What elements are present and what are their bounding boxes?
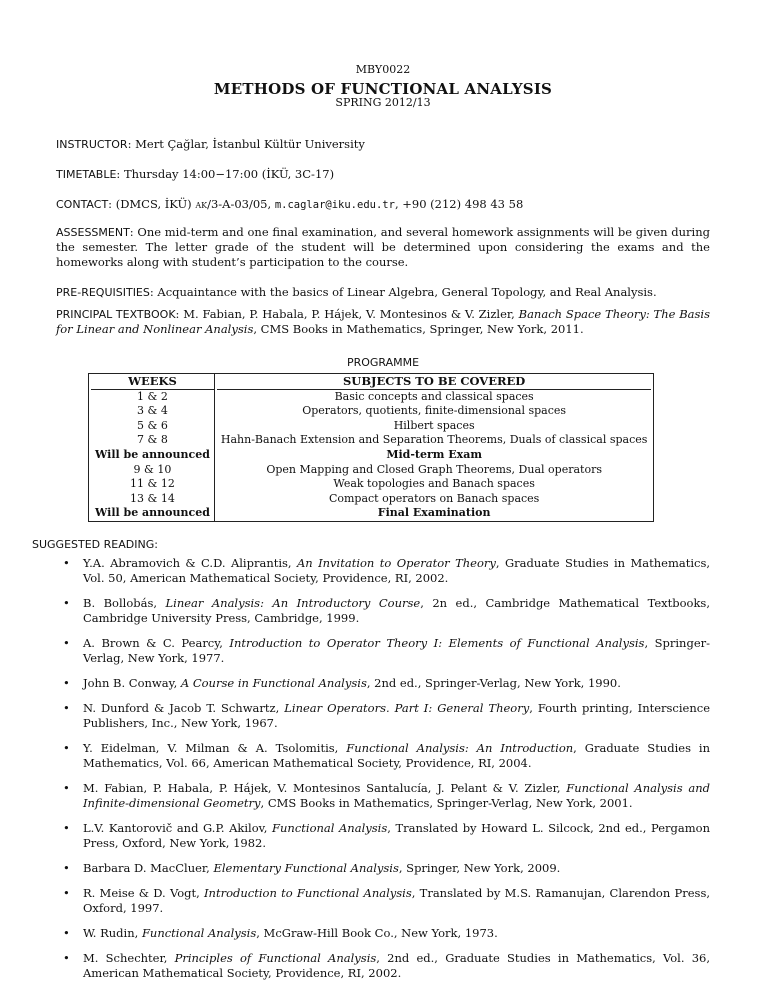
reference-details: , Graduate Studies in Mathematics, Vol. 50, American Mathematical Society, Providence, RI, 2002. xyxy=(83,556,711,585)
programme-subject-cell: Final Examination xyxy=(377,506,491,520)
programme-header-row xyxy=(91,374,651,390)
programme-body xyxy=(91,390,651,521)
reference-details: , Fourth printing, Interscience Publishers, Inc., New York, 1967. xyxy=(83,701,711,730)
reference-authors: M. Schechter, xyxy=(83,951,168,965)
reference-details: , CMS Books in Mathematics, Springer-Verlag, New York, 2001. xyxy=(260,796,633,810)
course-title: METHODS OF FUNCTIONAL ANALYSIS xyxy=(213,80,553,98)
instructor-label: INSTRUCTOR xyxy=(56,138,128,151)
programme-heading: PROGRAMME xyxy=(346,356,420,369)
reference-item xyxy=(56,886,710,916)
reference-authors: N. Dunford & Jacob T. Schwartz, xyxy=(83,701,280,715)
programme-weeks-cell: Will be announced xyxy=(91,506,215,521)
contact-label: CONTACT xyxy=(56,198,109,211)
programme-weeks-cell: 3 & 4 xyxy=(91,404,215,419)
reference-authors: W. Rudin, xyxy=(83,926,139,940)
textbook-title: Banach Space Theory: The Basis for Linear and Nonlinear Analysis xyxy=(56,307,711,336)
bullet-icon: • xyxy=(63,596,70,610)
reference-details: , Translated by Howard L. Silcock, 2nd ed., Pergamon Press, Oxford, New York, 1982. xyxy=(83,821,711,850)
timetable-label: TIMETABLE xyxy=(56,168,117,181)
contact-prefix: (DMCS, İKÜ) xyxy=(115,197,192,211)
reference-title: Functional Analysis xyxy=(272,821,388,835)
contact-ak: AK xyxy=(195,201,208,210)
prerequisites-label: PRE-REQUISITIES xyxy=(56,286,150,299)
course-term: SPRING 2012/13 xyxy=(335,96,431,109)
programme-weeks-cell: 9 & 10 xyxy=(91,463,215,478)
reference-item xyxy=(56,556,710,586)
reference-item xyxy=(56,951,710,981)
programme-row xyxy=(91,492,651,507)
programme-row xyxy=(91,419,651,434)
reference-authors: B. Bollobás, xyxy=(83,596,158,610)
programme-row xyxy=(91,404,651,419)
contact-line: CONTACT: (DMCS, İKÜ) AK/3-A-03/05, m.caglar@iku.edu.tr, +90 (212) 498 43 58 xyxy=(56,197,524,211)
programme-subject-cell: Hilbert spaces xyxy=(393,418,475,432)
bullet-icon: • xyxy=(63,821,70,835)
programme-row xyxy=(91,506,651,521)
contact-office: /3-A-03/05, xyxy=(207,197,272,211)
programme-weeks-cell: 13 & 14 xyxy=(91,492,215,507)
reference-item xyxy=(56,821,710,851)
reference-title: Linear Analysis: An Introductory Course xyxy=(165,596,421,610)
bullet-icon: • xyxy=(63,636,70,650)
reference-title: Functional Analysis: An Introduction xyxy=(346,741,574,755)
reference-authors: John B. Conway, xyxy=(83,676,178,690)
reference-item xyxy=(56,781,710,811)
textbook-block: PRINCIPAL TEXTBOOK: M. Fabian, P. Habala, P. Hájek, V. Montesinos & V. Zizler, Banach Space Theory: The Basis for Linear and Nonlinear Analysis, CMS Books in Mathematics, Springer, New York, 2011. xyxy=(56,307,711,336)
bullet-icon: • xyxy=(63,676,70,690)
reference-details: , McGraw-Hill Book Co., New York, 1973. xyxy=(256,926,498,940)
weeks-column-header: WEEKS xyxy=(91,374,215,390)
bullet-icon: • xyxy=(63,886,70,900)
reference-details: , 2n ed., Cambridge Mathematical Textbooks, Cambridge University Press, Cambridge, 1999. xyxy=(83,596,710,625)
bullet-icon: • xyxy=(63,781,70,795)
reference-item xyxy=(56,636,710,666)
reference-item xyxy=(56,596,710,626)
reference-details: , Springer, New York, 2009. xyxy=(398,861,561,875)
programme-row xyxy=(91,390,651,405)
reference-authors: A. Brown & C. Pearcy, xyxy=(83,636,223,650)
reference-title: Introduction to Operator Theory I: Elements of Functional Analysis xyxy=(229,636,645,650)
reference-item xyxy=(56,741,710,771)
timetable-value: Thursday 14:00−17:00 (İKÜ, 3C-17) xyxy=(123,167,335,181)
bullet-icon: • xyxy=(63,701,70,715)
reference-item xyxy=(56,676,710,691)
assessment-block: ASSESSMENT: One mid-term and one final examination, and several homework assignments will be given during the semester. The letter grade of the student will be determined upon considering the exams and the homeworks along with student’s participation to the course. xyxy=(56,225,710,269)
instructor-value: Mert Çağlar, İstanbul Kültür University xyxy=(135,137,365,151)
reference-title: Principles of Functional Analysis xyxy=(174,951,377,965)
programme-subject-cell: Weak topologies and Banach spaces xyxy=(333,477,535,491)
programme-weeks-cell: 11 & 12 xyxy=(91,477,215,492)
reference-list xyxy=(56,556,710,991)
programme-weeks-cell: 5 & 6 xyxy=(91,419,215,434)
reference-title: Functional Analysis and Infinite-dimensional Geometry xyxy=(83,781,711,810)
programme-subject-cell: Operators, quotients, finite-dimensional spaces xyxy=(302,404,567,418)
prerequisites-line: PRE-REQUISITIES: Acquaintance with the basics of Linear Algebra, General Topology, and Real Analysis. xyxy=(56,285,657,299)
reference-authors: Y.A. Abramovich & C.D. Aliprantis, xyxy=(83,556,292,570)
reference-title: Linear Operators. Part I: General Theory xyxy=(284,701,530,715)
reference-authors: Barbara D. MacCluer, xyxy=(83,861,210,875)
bullet-icon: • xyxy=(63,556,70,570)
contact-email[interactable]: m.caglar@iku.edu.tr xyxy=(274,199,395,211)
programme-subject-cell: Compact operators on Banach spaces xyxy=(328,491,540,505)
subjects-column-header: SUBJECTS TO BE COVERED xyxy=(217,374,652,390)
reference-item xyxy=(56,926,710,941)
reference-item xyxy=(56,861,710,876)
reference-title: A Course in Functional Analysis xyxy=(180,676,367,690)
programme-weeks-cell: Will be announced xyxy=(91,448,215,463)
reference-authors: Y. Eidelman, V. Milman & A. Tsolomitis, xyxy=(83,741,339,755)
contact-phone: , +90 (212) 498 43 58 xyxy=(394,197,524,211)
reference-details: , Graduate Studies in Mathematics, Vol. 66, American Mathematical Society, Providence, RI, 2004. xyxy=(83,741,710,770)
reference-title: Elementary Functional Analysis xyxy=(213,861,399,875)
bullet-icon: • xyxy=(63,861,70,875)
reference-details: , Springer-Verlag, New York, 1977. xyxy=(83,636,711,665)
reference-authors: L.V. Kantorovič and G.P. Akilov, xyxy=(83,821,268,835)
reference-title: An Invitation to Operator Theory xyxy=(297,556,496,570)
reference-title: Functional Analysis xyxy=(141,926,257,940)
programme-row xyxy=(91,477,651,492)
programme-row xyxy=(91,463,651,478)
reference-details: , 2nd ed., Graduate Studies in Mathematics, Vol. 36, American Mathematical Society, Providence, RI, 2002. xyxy=(83,951,711,980)
programme-table xyxy=(88,373,654,522)
reference-authors: M. Fabian, P. Habala, P. Hájek, V. Montesinos Santalucía, J. Pelant & V. Zizler, xyxy=(83,781,561,795)
programme-row xyxy=(91,448,651,463)
suggested-reading-heading: SUGGESTED READING: xyxy=(32,538,158,551)
instructor-line: INSTRUCTOR: Mert Çağlar, İstanbul Kültür University xyxy=(56,137,365,151)
bullet-icon: • xyxy=(63,741,70,755)
programme-row xyxy=(91,433,651,448)
timetable-line: TIMETABLE: Thursday 14:00−17:00 (İKÜ, 3C-17) xyxy=(56,167,335,181)
programme-subject-cell: Mid-term Exam xyxy=(386,447,482,461)
reference-authors: R. Meise & D. Vogt, xyxy=(83,886,200,900)
prerequisites-value: Acquaintance with the basics of Linear Algebra, General Topology, and Real Analysis. xyxy=(157,285,657,299)
reference-title: Introduction to Functional Analysis xyxy=(204,886,412,900)
programme-subject-cell: Hahn-Banach Extension and Separation Theorems, Duals of classical spaces xyxy=(220,433,648,447)
course-code: MBY0022 xyxy=(355,63,411,76)
programme-subject-cell: Open Mapping and Closed Graph Theorems, Dual operators xyxy=(266,462,602,476)
bullet-icon: • xyxy=(63,926,70,940)
textbook-authors: M. Fabian, P. Habala, P. Hájek, V. Montesinos & V. Zizler, xyxy=(183,307,515,321)
programme-weeks-cell: 7 & 8 xyxy=(91,433,215,448)
bullet-icon: • xyxy=(63,951,70,965)
textbook-rest: , CMS Books in Mathematics, Springer, New York, 2011. xyxy=(253,322,584,336)
assessment-label: ASSESSMENT xyxy=(56,226,130,239)
programme-subject-cell: Basic concepts and classical spaces xyxy=(334,389,534,403)
reference-item xyxy=(56,701,710,731)
programme-weeks-cell: 1 & 2 xyxy=(91,390,215,405)
reference-details: , Translated by M.S. Ramanujan, Clarendon Press, Oxford, 1997. xyxy=(83,886,710,915)
reference-details: , 2nd ed., Springer-Verlag, New York, 1990. xyxy=(366,676,621,690)
textbook-label: PRINCIPAL TEXTBOOK xyxy=(56,308,176,321)
assessment-value: One mid-term and one final examination, and several homework assignments will be given during the semester. The letter grade of the student will be determined upon considering the exams and the homeworks along with student’s participation to the course. xyxy=(56,225,710,269)
